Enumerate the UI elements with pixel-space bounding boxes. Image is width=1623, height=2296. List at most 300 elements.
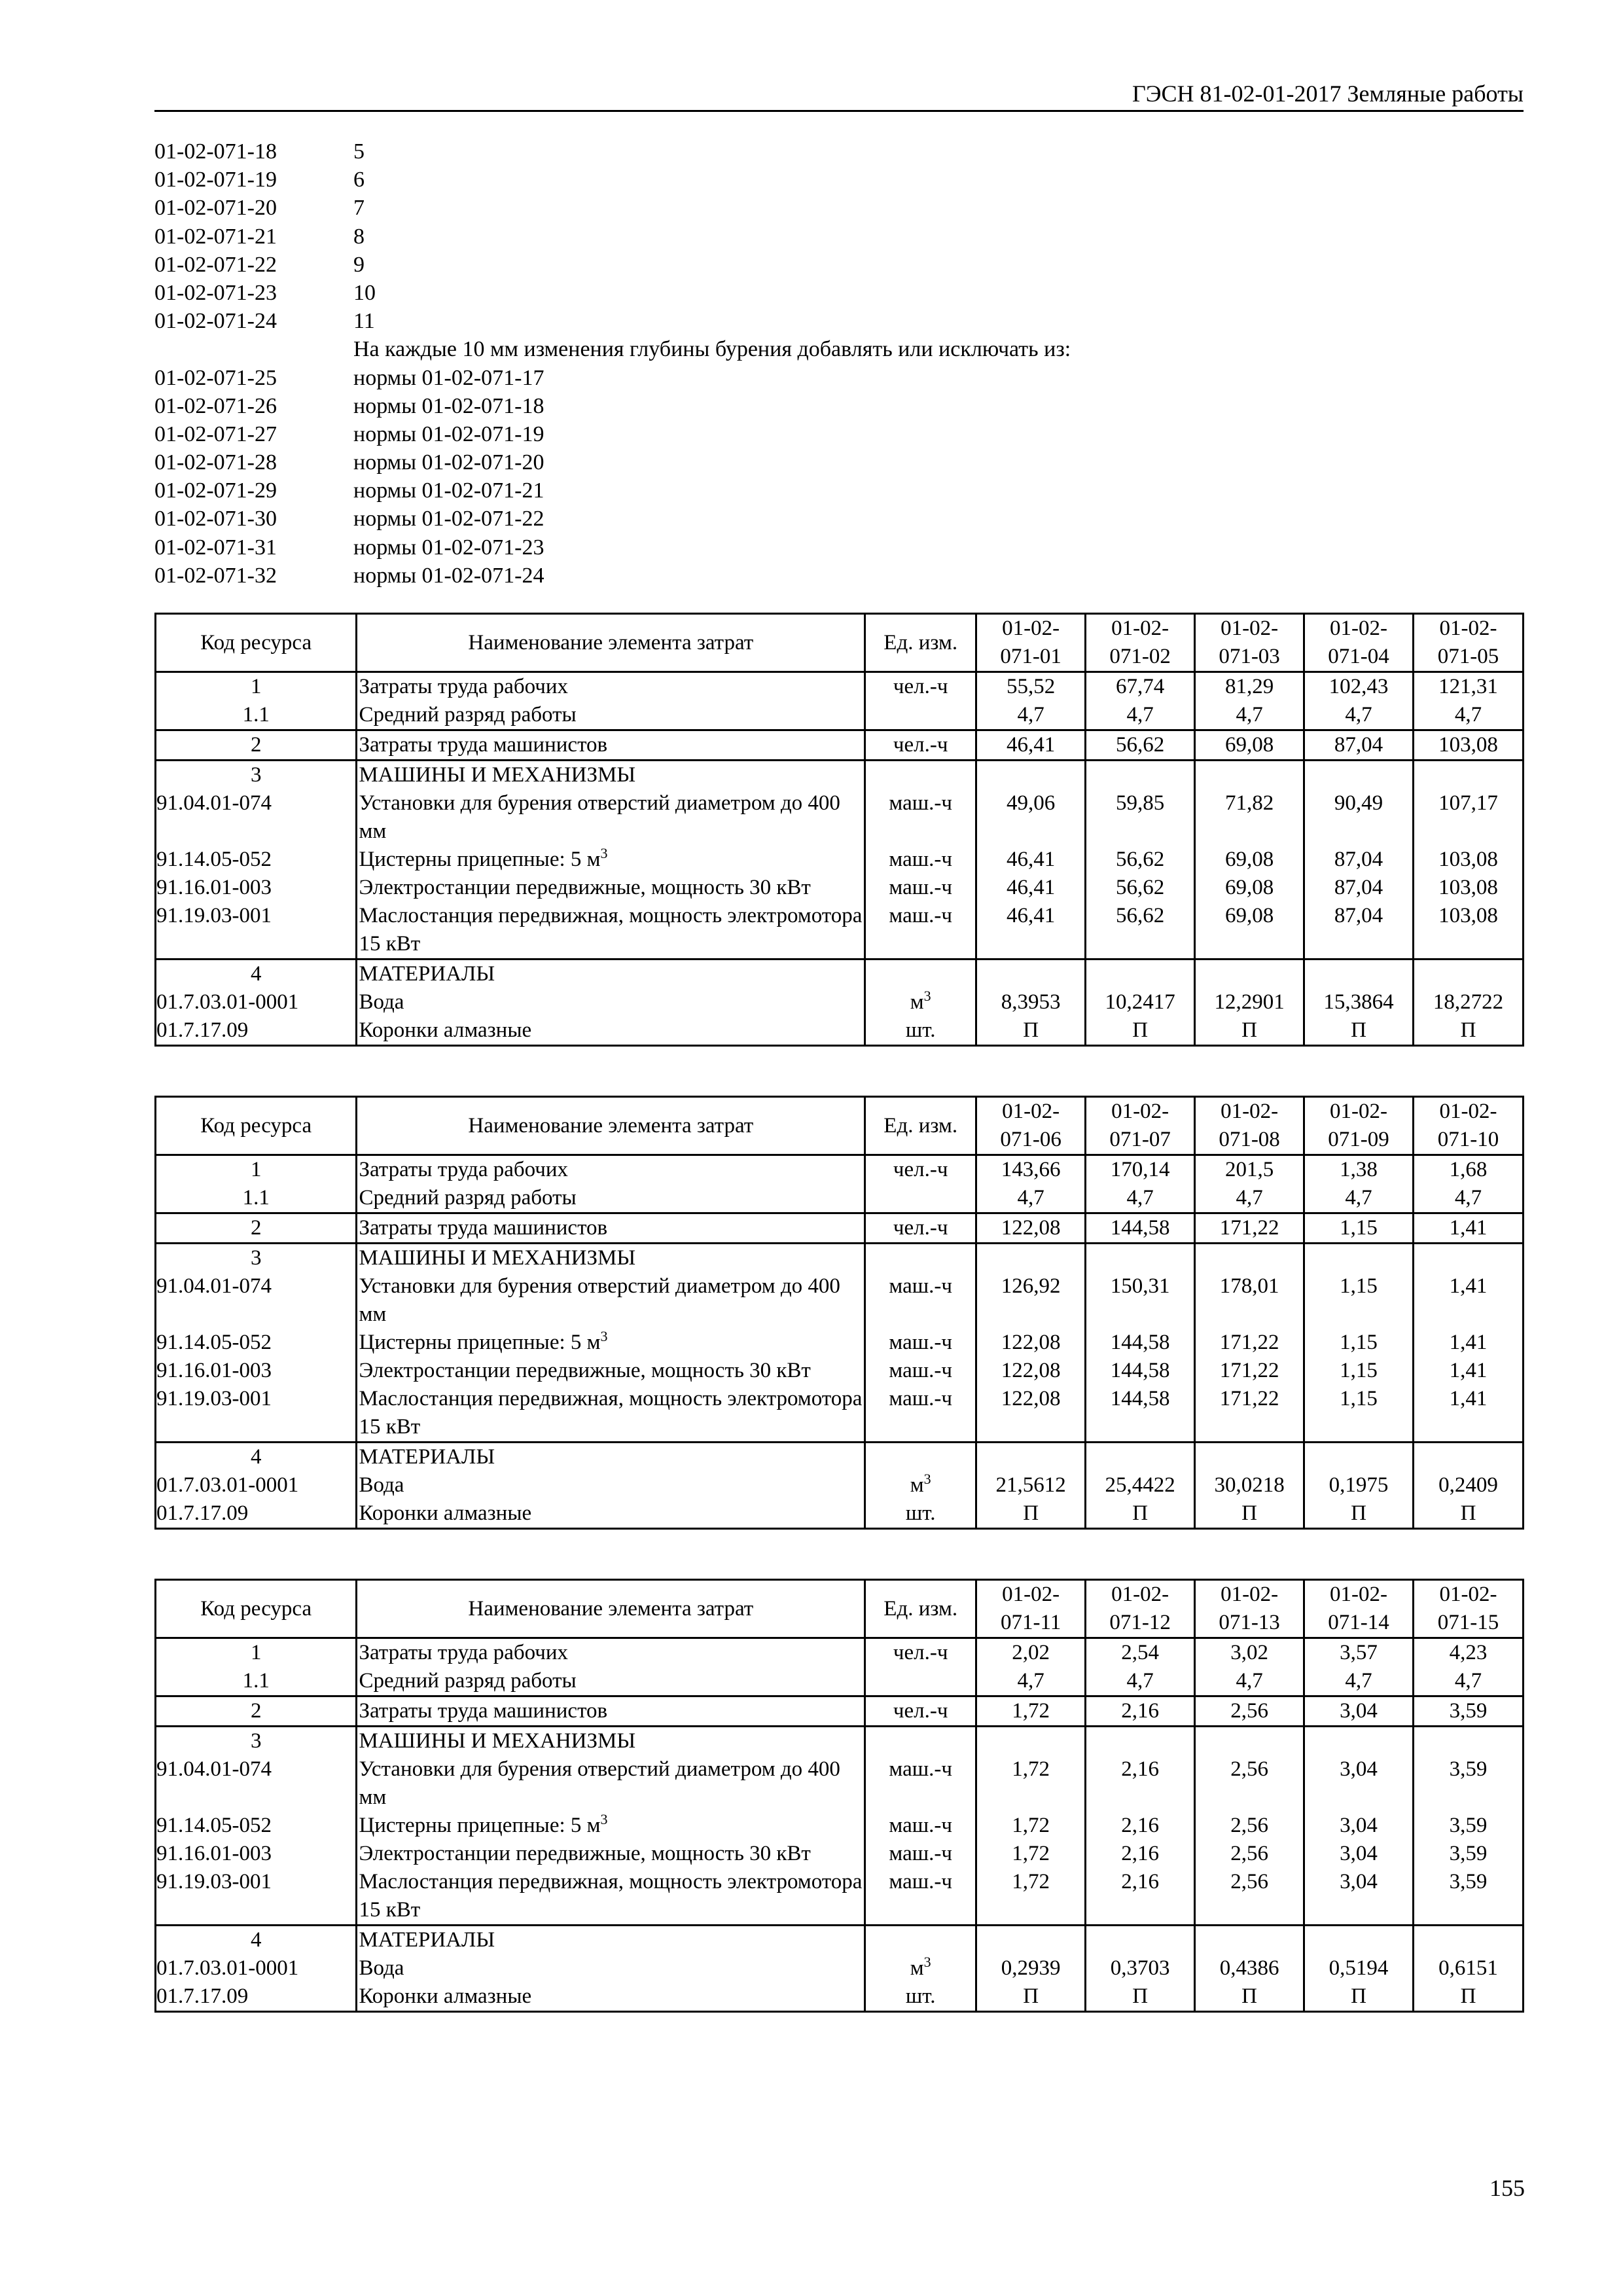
resource-name: Установки для бурения отверстий диаметром до 400 мм	[357, 1755, 865, 1812]
norm-value: 4,7	[1414, 1184, 1524, 1213]
resource-name: Вода	[357, 1471, 865, 1499]
norm-code: 01-02-071-20	[154, 196, 277, 221]
norm-value: 2,54	[1086, 1638, 1195, 1668]
norm-code-line2: 071-09	[1328, 1128, 1389, 1151]
resource-name	[357, 846, 865, 874]
resource-name: Коронки алмазные	[357, 1499, 865, 1529]
norm-code-line1: 01-02-	[1111, 1100, 1169, 1123]
norm-value: 103,08	[1414, 730, 1524, 761]
norm-value: 4,7	[976, 1184, 1086, 1213]
norm-value: 3,04	[1304, 1696, 1414, 1727]
resource-name: Электростанции передвижные, мощность 30 кВт	[357, 1840, 865, 1868]
norm-value: 171,22	[1195, 1357, 1304, 1385]
norm-value: 4,7	[1086, 1184, 1195, 1213]
resource-unit	[865, 1727, 976, 1756]
resource-unit: маш.-ч	[865, 1357, 976, 1385]
norm-code-line1: 01-02-	[1439, 617, 1497, 640]
resource-unit: шт.	[865, 1982, 976, 2012]
resource-code: 01.7.17.09	[156, 1982, 357, 2012]
code-list-row	[154, 279, 1529, 307]
norm-value: 1,38	[1304, 1155, 1414, 1185]
norm-value: 4,7	[1414, 1667, 1524, 1696]
header-norm-code	[1086, 1097, 1195, 1155]
norm-value: 8,3953	[976, 988, 1086, 1016]
resource-name-superscript: 3	[600, 845, 608, 861]
norm-code: 01-02-071-28	[154, 450, 277, 475]
norm-value: 21,5612	[976, 1471, 1086, 1499]
norm-value: 103,08	[1414, 902, 1524, 960]
norm-value	[1086, 1727, 1195, 1756]
norm-value	[1304, 1244, 1414, 1273]
norm-value: 1,41	[1414, 1329, 1524, 1357]
header-norm-code	[1086, 1580, 1195, 1638]
resource-name: Маслостанция передвижная, мощность электромотора 15 кВт	[357, 1385, 865, 1443]
norm-code-line2: 071-10	[1437, 1128, 1499, 1151]
resource-name: Электростанции передвижные, мощность 30 кВт	[357, 1357, 865, 1385]
code-list-row	[154, 533, 1529, 562]
header-norm-code	[976, 1097, 1086, 1155]
table-row	[156, 1357, 1524, 1385]
norm-value: 2,16	[1086, 1840, 1195, 1868]
table-row	[156, 1667, 1524, 1696]
norm-value	[1195, 1443, 1304, 1472]
norm-value	[1086, 761, 1195, 790]
norm-value: П	[1195, 1016, 1304, 1046]
resource-code: 91.04.01-074	[156, 1272, 357, 1329]
norm-value	[1414, 1244, 1524, 1273]
code-list-row	[154, 448, 1529, 476]
norm-value: нормы 01-02-071-21	[353, 478, 544, 503]
norm-value: 71,82	[1195, 789, 1304, 846]
table-row	[156, 1954, 1524, 1982]
norm-value: 2,16	[1086, 1696, 1195, 1727]
norm-value: 1,15	[1304, 1272, 1414, 1329]
table-row	[156, 960, 1524, 989]
resource-unit	[865, 1244, 976, 1273]
norm-value: 87,04	[1304, 902, 1414, 960]
resource-code: 91.14.05-052	[156, 1812, 357, 1840]
norm-value: 150,31	[1086, 1272, 1195, 1329]
resource-unit	[865, 1667, 976, 1696]
norm-code-line2: 071-01	[1000, 645, 1061, 668]
norm-value	[1195, 1727, 1304, 1756]
norm-value	[1414, 1926, 1524, 1955]
table-row	[156, 672, 1524, 702]
norm-value	[1304, 960, 1414, 989]
resource-unit-superscript: 3	[923, 1471, 931, 1487]
resource-unit: маш.-ч	[865, 1868, 976, 1926]
norm-value: 1,15	[1304, 1357, 1414, 1385]
norm-value: 69,08	[1195, 846, 1304, 874]
norm-code: 01-02-071-26	[154, 393, 277, 418]
norm-code-line1: 01-02-	[1111, 617, 1169, 640]
header-unit: Ед. изм.	[865, 1097, 976, 1155]
norm-value: нормы 01-02-071-20	[353, 450, 544, 475]
norm-value: 122,08	[976, 1329, 1086, 1357]
norm-value: 144,58	[1086, 1329, 1195, 1357]
norm-value: П	[1086, 1982, 1195, 2012]
norm-value: 3,59	[1414, 1812, 1524, 1840]
norm-code: 01-02-071-32	[154, 563, 277, 588]
resource-name-text: Цистерны прицепные: 5 м	[359, 848, 601, 871]
resource-unit: чел.-ч	[865, 672, 976, 702]
norm-value: 201,5	[1195, 1155, 1304, 1185]
table-row	[156, 1471, 1524, 1499]
resource-code: 4	[156, 960, 357, 989]
norm-value: 126,92	[976, 1272, 1086, 1329]
norm-value: П	[1086, 1499, 1195, 1529]
norm-value	[1414, 960, 1524, 989]
norm-value: 56,62	[1086, 846, 1195, 874]
header-unit: Ед. изм.	[865, 614, 976, 672]
resource-unit: маш.-ч	[865, 1840, 976, 1868]
resource-unit: маш.-ч	[865, 874, 976, 902]
code-list-row	[154, 137, 1529, 166]
resource-unit: маш.-ч	[865, 789, 976, 846]
norm-value: 4,7	[976, 1667, 1086, 1696]
resource-code: 2	[156, 1213, 357, 1244]
norm-value: 69,08	[1195, 874, 1304, 902]
header-title: ГЭСН 81-02-01-2017 Земляные работы	[1132, 81, 1524, 107]
resource-name: Установки для бурения отверстий диаметром до 400 мм	[357, 1272, 865, 1329]
norm-value: 4,7	[1195, 1184, 1304, 1213]
resource-name: Коронки алмазные	[357, 1982, 865, 2012]
norm-code-line2: 071-06	[1000, 1128, 1061, 1151]
table-row	[156, 1982, 1524, 2012]
norm-value: П	[1195, 1499, 1304, 1529]
norm-value: 49,06	[976, 789, 1086, 846]
resource-code: 01.7.03.01-0001	[156, 1954, 357, 1982]
norm-value: 2,56	[1195, 1696, 1304, 1727]
norm-value: 122,08	[976, 1213, 1086, 1244]
norm-code-line2: 071-13	[1219, 1611, 1280, 1634]
resource-unit: маш.-ч	[865, 1755, 976, 1812]
resource-unit	[865, 1471, 976, 1499]
norm-value: П	[1414, 1499, 1524, 1529]
table-row	[156, 1443, 1524, 1472]
table-row	[156, 1016, 1524, 1046]
code-list-row	[154, 251, 1529, 279]
resource-unit	[865, 1954, 976, 1982]
norm-value: 122,08	[976, 1357, 1086, 1385]
norm-code: 01-02-071-23	[154, 280, 277, 305]
norm-code-line2: 071-05	[1437, 645, 1499, 668]
table-row	[156, 701, 1524, 730]
norm-value: 87,04	[1304, 874, 1414, 902]
norm-value: 3,59	[1414, 1840, 1524, 1868]
norm-code-line2: 071-07	[1109, 1128, 1171, 1151]
resource-unit: чел.-ч	[865, 1696, 976, 1727]
resource-code: 01.7.03.01-0001	[156, 988, 357, 1016]
resource-unit	[865, 960, 976, 989]
code-list-row	[154, 364, 1529, 392]
header-norm-code	[1414, 614, 1524, 672]
resource-code: 4	[156, 1443, 357, 1472]
header-norm-code	[1414, 1097, 1524, 1155]
page-header	[154, 77, 1524, 112]
norm-value: 107,17	[1414, 789, 1524, 846]
norm-value: П	[976, 1016, 1086, 1046]
norm-value: 4,7	[1414, 701, 1524, 730]
resource-name: МАТЕРИАЛЫ	[357, 1443, 865, 1472]
norm-value: 144,58	[1086, 1357, 1195, 1385]
resource-unit: маш.-ч	[865, 846, 976, 874]
resource-name-text: Цистерны прицепные: 5 м	[359, 1814, 601, 1837]
norm-value: 1,41	[1414, 1272, 1524, 1329]
norm-value: 4,7	[1304, 1184, 1414, 1213]
norm-value: 59,85	[1086, 789, 1195, 846]
norm-value	[1304, 1443, 1414, 1472]
resource-unit-text: м	[910, 1956, 924, 1980]
norm-value: 1,68	[1414, 1155, 1524, 1185]
norm-value: 25,4422	[1086, 1471, 1195, 1499]
norm-value: 2,56	[1195, 1840, 1304, 1868]
norm-value	[1195, 960, 1304, 989]
resource-code: 3	[156, 761, 357, 790]
norm-value: 9	[353, 252, 365, 277]
norm-value	[1304, 1926, 1414, 1955]
norm-value: 0,4386	[1195, 1954, 1304, 1982]
resource-unit: шт.	[865, 1016, 976, 1046]
norm-value: 8	[353, 224, 365, 249]
norm-value: 3,04	[1304, 1812, 1414, 1840]
norm-value: 2,16	[1086, 1812, 1195, 1840]
norm-value: 3,04	[1304, 1840, 1414, 1868]
resource-code: 3	[156, 1727, 357, 1756]
resource-unit	[865, 1443, 976, 1472]
resource-name: Установки для бурения отверстий диаметром до 400 мм	[357, 789, 865, 846]
norm-value: 56,62	[1086, 730, 1195, 761]
resource-unit-superscript: 3	[923, 1954, 931, 1970]
table-row	[156, 1727, 1524, 1756]
resource-name: Средний разряд работы	[357, 1667, 865, 1696]
norm-value: 4,7	[976, 701, 1086, 730]
norm-value: 2,16	[1086, 1868, 1195, 1926]
header-norm-code	[976, 1580, 1086, 1638]
header-norm-code	[1304, 1580, 1414, 1638]
norm-value: 1,41	[1414, 1213, 1524, 1244]
norm-value: 0,1975	[1304, 1471, 1414, 1499]
resource-code: 91.16.01-003	[156, 874, 357, 902]
table-row	[156, 902, 1524, 960]
norm-code: 01-02-071-19	[154, 168, 277, 192]
code-list-row	[154, 420, 1529, 448]
resource-code: 91.14.05-052	[156, 1329, 357, 1357]
norm-value: 3,59	[1414, 1755, 1524, 1812]
resource-name: Вода	[357, 1954, 865, 1982]
resource-table	[154, 613, 1524, 1047]
norm-value: нормы 01-02-071-19	[353, 422, 544, 446]
norm-value: 56,62	[1086, 874, 1195, 902]
resource-table	[154, 1096, 1524, 1530]
resource-code: 1	[156, 1155, 357, 1185]
norm-value	[1304, 1727, 1414, 1756]
norm-value: 178,01	[1195, 1272, 1304, 1329]
norm-code-line2: 071-03	[1219, 645, 1280, 668]
norm-value: П	[1304, 1016, 1414, 1046]
norm-value: 87,04	[1304, 730, 1414, 761]
norm-value: 10	[353, 280, 376, 305]
resource-code: 01.7.03.01-0001	[156, 1471, 357, 1499]
resource-code: 1	[156, 1638, 357, 1668]
resource-name: Вода	[357, 988, 865, 1016]
norm-value: П	[1086, 1016, 1195, 1046]
resource-unit: чел.-ч	[865, 1213, 976, 1244]
page-number: 155	[1489, 2175, 1525, 2201]
norm-value: 2,02	[976, 1638, 1086, 1668]
norm-code-line1: 01-02-	[1002, 617, 1060, 640]
norm-value: 2,56	[1195, 1868, 1304, 1926]
norm-value: 171,22	[1195, 1329, 1304, 1357]
norm-value: П	[1304, 1982, 1414, 2012]
norm-code-line1: 01-02-	[1111, 1583, 1169, 1606]
norm-value: 1,72	[976, 1840, 1086, 1868]
norm-value: 144,58	[1086, 1385, 1195, 1443]
norm-value: 0,2939	[976, 1954, 1086, 1982]
table-row	[156, 1329, 1524, 1357]
norm-value: 1,72	[976, 1696, 1086, 1727]
norm-code-line1: 01-02-	[1330, 617, 1388, 640]
resource-name: Затраты труда рабочих	[357, 1155, 865, 1185]
resource-name: МАШИНЫ И МЕХАНИЗМЫ	[357, 761, 865, 790]
table-row	[156, 846, 1524, 874]
norm-value: 5	[353, 139, 365, 164]
resource-name: Маслостанция передвижная, мощность электромотора 15 кВт	[357, 1868, 865, 1926]
resource-unit: чел.-ч	[865, 1638, 976, 1668]
norm-code-line1: 01-02-	[1002, 1583, 1060, 1606]
table-row	[156, 988, 1524, 1016]
norm-code: 01-02-071-22	[154, 252, 277, 277]
norm-value: 4,7	[1086, 701, 1195, 730]
resource-unit: маш.-ч	[865, 1385, 976, 1443]
norm-code-line1: 01-02-	[1330, 1100, 1388, 1123]
norm-value: 11	[353, 309, 375, 334]
table-row	[156, 1755, 1524, 1812]
code-list-row	[154, 392, 1529, 420]
norm-value: 3,57	[1304, 1638, 1414, 1668]
norm-value: 12,2901	[1195, 988, 1304, 1016]
norm-value: 69,08	[1195, 902, 1304, 960]
table-header-row	[156, 614, 1524, 672]
norm-value: 30,0218	[1195, 1471, 1304, 1499]
norm-value: 56,62	[1086, 902, 1195, 960]
norm-code: 01-02-071-30	[154, 507, 277, 531]
table-row	[156, 1812, 1524, 1840]
norm-value: 1,15	[1304, 1213, 1414, 1244]
norm-value	[976, 761, 1086, 790]
header-code: Код ресурса	[156, 1580, 357, 1638]
norm-value	[976, 1926, 1086, 1955]
norm-value: 0,2409	[1414, 1471, 1524, 1499]
resource-unit: маш.-ч	[865, 1272, 976, 1329]
resource-code: 91.16.01-003	[156, 1357, 357, 1385]
code-list-row	[154, 505, 1529, 533]
resource-code: 91.04.01-074	[156, 1755, 357, 1812]
resource-name: Маслостанция передвижная, мощность электромотора 15 кВт	[357, 902, 865, 960]
norm-value: 143,66	[976, 1155, 1086, 1185]
norm-value: 46,41	[976, 846, 1086, 874]
header-code: Код ресурса	[156, 614, 357, 672]
resource-code: 2	[156, 1696, 357, 1727]
norm-value: 55,52	[976, 672, 1086, 702]
norm-value: 103,08	[1414, 874, 1524, 902]
header-unit: Ед. изм.	[865, 1580, 976, 1638]
resource-name	[357, 1812, 865, 1840]
resource-name: МАТЕРИАЛЫ	[357, 1926, 865, 1955]
table-row	[156, 1638, 1524, 1668]
norm-value: 3,59	[1414, 1696, 1524, 1727]
norm-value: нормы 01-02-071-18	[353, 393, 544, 418]
header-name: Наименование элемента затрат	[357, 614, 865, 672]
table-row	[156, 1155, 1524, 1185]
resource-unit	[865, 1184, 976, 1213]
norm-value: 90,49	[1304, 789, 1414, 846]
resource-unit-text: м	[910, 1473, 924, 1497]
table-row	[156, 1840, 1524, 1868]
resource-name: Средний разряд работы	[357, 701, 865, 730]
norm-value: 1,41	[1414, 1357, 1524, 1385]
table-row	[156, 1213, 1524, 1244]
norm-code-line1: 01-02-	[1221, 1100, 1279, 1123]
norm-value: нормы 01-02-071-24	[353, 563, 544, 588]
norm-code-line2: 071-02	[1109, 645, 1171, 668]
norm-value: нормы 01-02-071-22	[353, 507, 544, 531]
resource-name: Затраты труда рабочих	[357, 1638, 865, 1668]
code-list-row	[154, 194, 1529, 222]
resource-unit	[865, 761, 976, 790]
norm-code: 01-02-071-31	[154, 535, 277, 560]
norm-value: 87,04	[1304, 846, 1414, 874]
table-row	[156, 1385, 1524, 1443]
norm-value	[1195, 1244, 1304, 1273]
resource-name: Затраты труда машинистов	[357, 1213, 865, 1244]
norm-code: 01-02-071-29	[154, 478, 277, 503]
norm-value: 46,41	[976, 902, 1086, 960]
table-row	[156, 1272, 1524, 1329]
norm-code: 01-02-071-24	[154, 309, 277, 334]
norm-value	[976, 1244, 1086, 1273]
table-row	[156, 789, 1524, 846]
norm-value: 6	[353, 168, 365, 192]
norm-value: 1,72	[976, 1755, 1086, 1812]
resource-unit: маш.-ч	[865, 1812, 976, 1840]
norm-value	[1086, 1244, 1195, 1273]
resource-unit: маш.-ч	[865, 902, 976, 960]
norm-value: 4,7	[1304, 1667, 1414, 1696]
header-name: Наименование элемента затрат	[357, 1580, 865, 1638]
norm-value	[1195, 761, 1304, 790]
norm-value	[1086, 960, 1195, 989]
resource-name: Средний разряд работы	[357, 1184, 865, 1213]
norm-value: 2,56	[1195, 1812, 1304, 1840]
header-norm-code	[1195, 614, 1304, 672]
resource-unit: шт.	[865, 1499, 976, 1529]
resource-name: Коронки алмазные	[357, 1016, 865, 1046]
resource-code: 91.19.03-001	[156, 1868, 357, 1926]
resource-code: 91.19.03-001	[156, 1385, 357, 1443]
resource-unit: маш.-ч	[865, 1329, 976, 1357]
table-row	[156, 1499, 1524, 1529]
resource-code: 1.1	[156, 1667, 357, 1696]
table-row	[156, 1868, 1524, 1926]
norm-value	[1086, 1926, 1195, 1955]
code-list-row	[154, 307, 1529, 335]
resource-unit-superscript: 3	[923, 988, 931, 1004]
header-name: Наименование элемента затрат	[357, 1097, 865, 1155]
norm-value: 4,23	[1414, 1638, 1524, 1668]
resource-code: 1	[156, 672, 357, 702]
norm-value: 4,7	[1195, 1667, 1304, 1696]
